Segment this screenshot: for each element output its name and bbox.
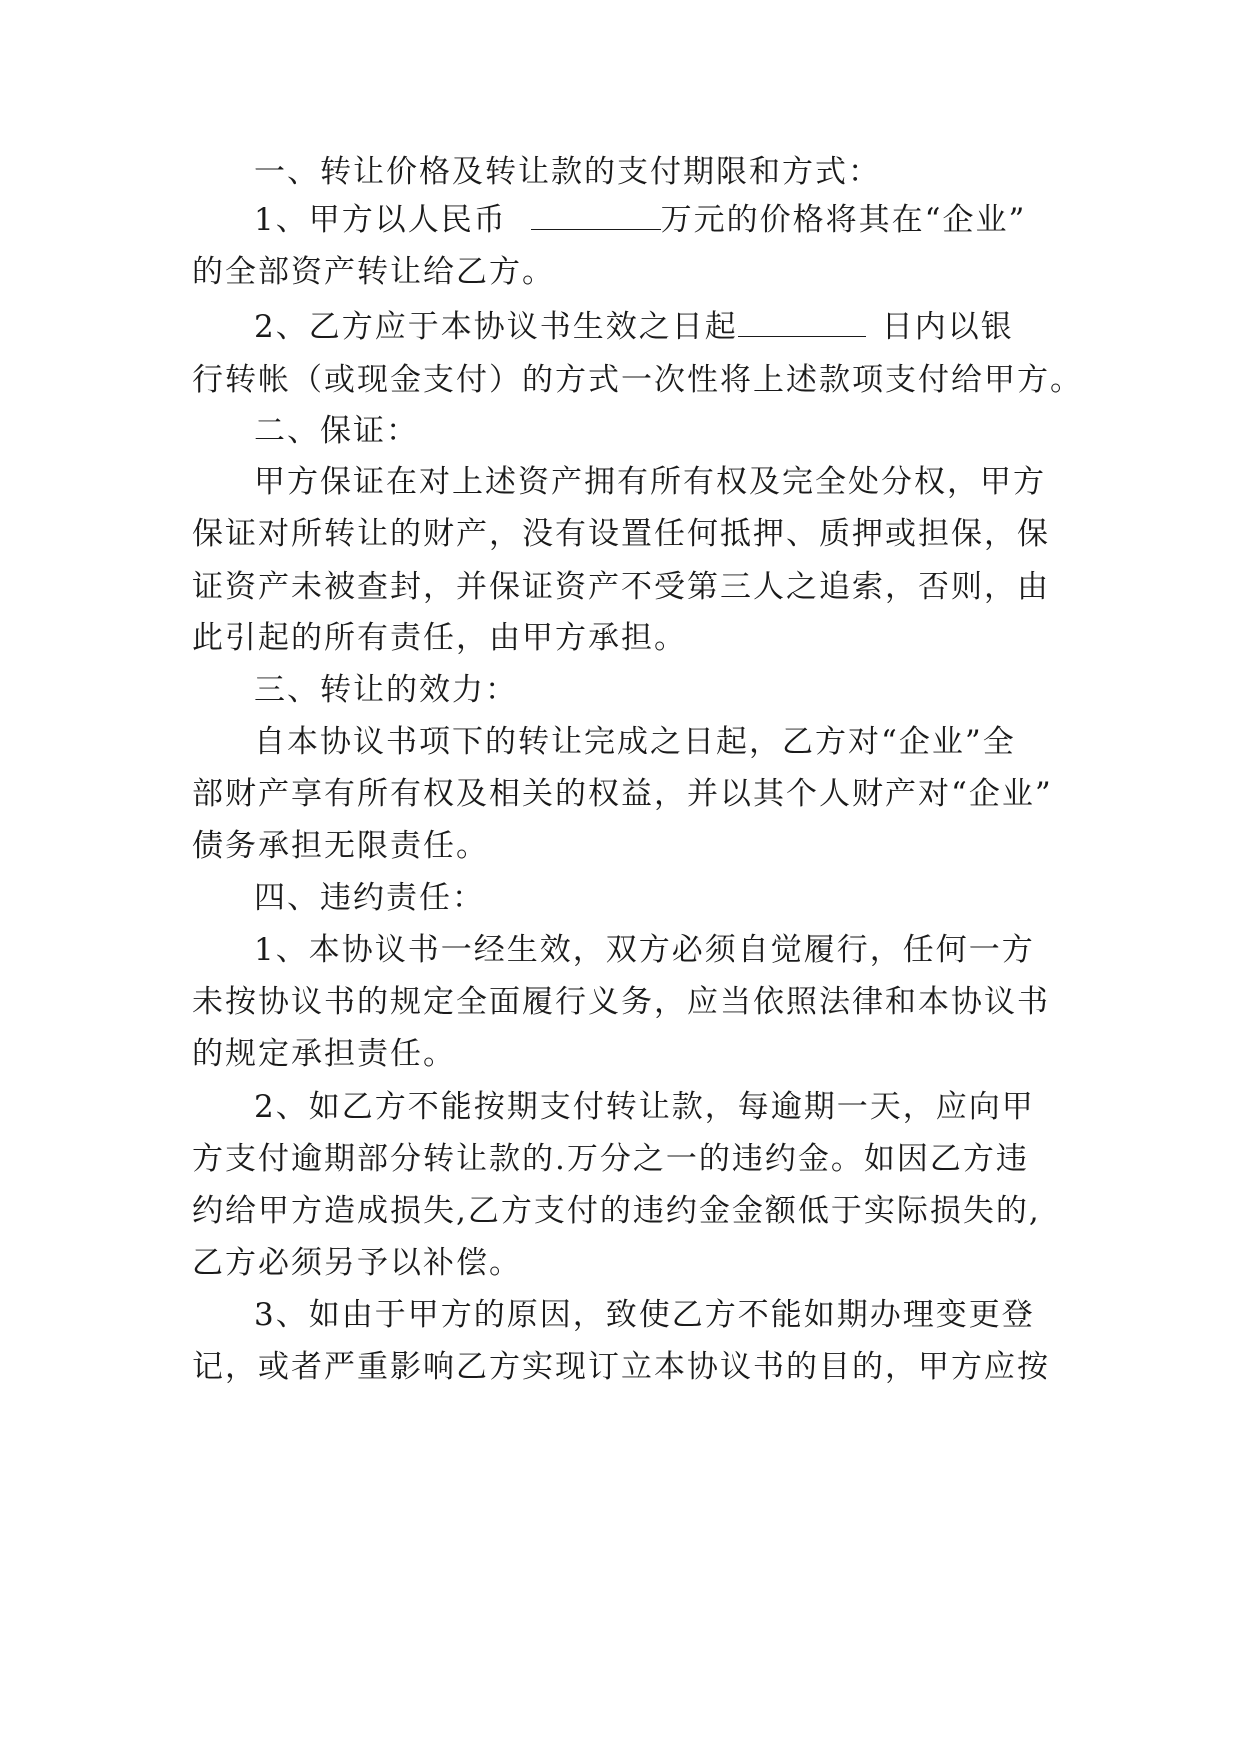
- effect-line-2: 部财产享有所有权及相关的权益，并以其个人财产对“企业”: [192, 776, 1053, 812]
- liability-1-line-1: 1、本协议书一经生效，双方必须自觉履行，任何一方: [254, 932, 1035, 968]
- section-heading-effect: 三、转让的效力：: [254, 672, 518, 708]
- section-heading-price: 一、转让价格及转让款的支付期限和方式：: [254, 154, 881, 190]
- liability-1-line-2: 未按协议书的规定全面履行义务，应当依照法律和本协议书: [192, 984, 1050, 1020]
- liability-1-line-3: 的规定承担责任。: [192, 1036, 456, 1072]
- liability-2-line-3: 约给甲方造成损失,乙方支付的违约金金额低于实际损失的,: [192, 1193, 1041, 1229]
- paragraph-price-2-line-1: [254, 307, 1114, 347]
- price-amount-blank[interactable]: [531, 203, 661, 230]
- guarantee-line-3: 证资产未被查封，并保证资产不受第三人之追索，否则，由: [192, 569, 1050, 605]
- paragraph-price-1-line-1: [254, 200, 1114, 240]
- guarantee-line-2: 保证对所转让的财产，没有设置任何抵押、质押或担保，保: [192, 516, 1050, 552]
- effect-line-1: 自本协议书项下的转让完成之日起，乙方对“企业”全: [254, 724, 1016, 760]
- price-text-a: 1、甲方以人民币: [254, 202, 507, 238]
- liability-3-line-2: 记，或者严重影响乙方实现订立本协议书的目的，甲方应按: [192, 1349, 1050, 1385]
- paragraph-price-1-line-2: 的全部资产转让给乙方。: [192, 254, 555, 290]
- payment-days-blank[interactable]: [738, 310, 866, 337]
- price-text-b: 万元的价格将其在“企业”: [660, 202, 1027, 238]
- payment-text-b: 日内以银: [881, 309, 1014, 345]
- section-heading-liability: 四、违约责任：: [254, 880, 485, 916]
- section-heading-guarantee: 二、保证：: [254, 413, 419, 449]
- liability-2-line-4: 乙方必须另予以补偿。: [192, 1245, 522, 1281]
- effect-line-3: 债务承担无限责任。: [192, 828, 489, 864]
- payment-text-a: 2、乙方应于本协议书生效之日起: [254, 309, 738, 345]
- liability-2-line-1: 2、如乙方不能按期支付转让款，每逾期一天，应向甲: [254, 1089, 1035, 1125]
- liability-2-line-2: 方支付逾期部分转让款的.万分之一的违约金。如因乙方违: [192, 1141, 1029, 1177]
- liability-3-line-1: 3、如由于甲方的原因，致使乙方不能如期办理变更登: [254, 1297, 1035, 1333]
- guarantee-line-1: 甲方保证在对上述资产拥有所有权及完全处分权，甲方: [254, 464, 1046, 500]
- paragraph-price-2-line-2: 行转帐（或现金支付）的方式一次性将上述款项支付给甲方。: [192, 362, 1083, 398]
- guarantee-line-4: 此引起的所有责任，由甲方承担。: [192, 620, 687, 656]
